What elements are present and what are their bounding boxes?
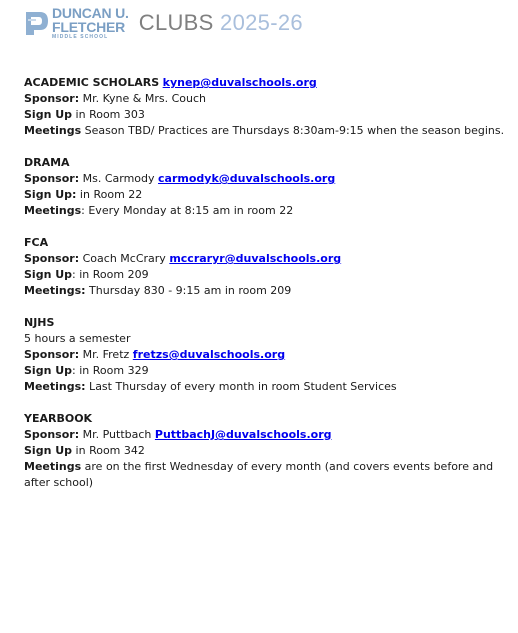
signup-value: in Room 303 <box>72 108 145 121</box>
signup-label: Sign Up <box>24 108 73 121</box>
meetings-label: Meetings <box>24 204 82 217</box>
meetings-label: Meetings: <box>24 284 86 297</box>
club-meetings <box>24 123 505 139</box>
club-name: ACADEMIC SCHOLARS <box>24 76 160 89</box>
club-fca <box>24 235 499 299</box>
club-yearbook <box>24 411 499 491</box>
meetings-value: Last Thursday of every month in room Student Services <box>85 380 397 393</box>
club-meetings <box>24 283 499 299</box>
club-name: FCA <box>24 236 49 249</box>
school-logo-icon <box>24 8 50 38</box>
club-name: NJHS <box>24 316 55 329</box>
school-name-line2: FLETCHER <box>52 19 126 35</box>
club-heading <box>24 411 499 427</box>
club-note <box>24 331 499 347</box>
club-name: DRAMA <box>24 156 70 169</box>
club-heading <box>24 315 499 331</box>
club-signup <box>24 363 499 379</box>
school-name-line3: MIDDLE SCHOOL <box>52 34 109 40</box>
signup-label: Sign Up: <box>24 188 77 201</box>
club-signup <box>24 107 499 123</box>
club-email-link[interactable]: carmodyk@duvalschools.org <box>158 172 336 185</box>
meetings-value: : Every Monday at 8:15 am in room 22 <box>81 204 294 217</box>
signup-label: Sign Up <box>24 364 73 377</box>
meetings-value: Thursday 830 - 9:15 am in room 209 <box>85 284 292 297</box>
signup-value: : in Room 209 <box>72 268 149 281</box>
meetings-value: are on the first Wednesday of every month (and covers events before and after school) <box>24 460 494 489</box>
meetings-label: Meetings: <box>24 380 86 393</box>
sponsor-label: Sponsor: <box>24 428 80 441</box>
club-njhs <box>24 315 499 395</box>
club-meetings <box>24 379 499 395</box>
sponsor-value: Mr. Fretz <box>79 348 133 361</box>
sponsor-label: Sponsor: <box>24 348 80 361</box>
club-signup <box>24 443 499 459</box>
club-name: YEARBOOK <box>24 412 93 425</box>
school-logo <box>24 6 129 40</box>
page-title-main: CLUBS <box>138 10 214 35</box>
club-sponsor <box>24 251 499 267</box>
page-title-year: 2025-26 <box>220 10 303 35</box>
sponsor-label: Sponsor: <box>24 92 80 105</box>
signup-value: in Room 342 <box>72 444 145 457</box>
meetings-value: Season TBD/ Practices are Thursdays 8:30am-9:15 when the season begins. <box>81 124 505 137</box>
clubs-list <box>24 75 505 507</box>
signup-value: in Room 22 <box>76 188 143 201</box>
sponsor-label: Sponsor: <box>24 252 80 265</box>
page-header <box>24 5 303 41</box>
club-academic-scholars <box>24 75 505 139</box>
meetings-label: Meetings <box>24 124 82 137</box>
club-meetings <box>24 459 499 491</box>
sponsor-value: Mr. Puttbach <box>79 428 155 441</box>
school-name <box>52 6 129 40</box>
club-meetings <box>24 203 499 219</box>
club-note-text: 5 hours a semester <box>24 332 131 345</box>
club-sponsor <box>24 171 499 187</box>
club-email-link[interactable]: fretzs@duvalschools.org <box>132 348 286 361</box>
club-sponsor <box>24 347 499 363</box>
club-signup <box>24 187 499 203</box>
club-email-link[interactable]: PuttbachJ@duvalschools.org <box>154 428 332 441</box>
club-heading <box>24 235 499 251</box>
club-sponsor <box>24 91 499 107</box>
club-email-link[interactable]: kynep@duvalschools.org <box>162 76 317 89</box>
club-sponsor <box>24 427 499 443</box>
sponsor-value: Ms. Carmody <box>79 172 159 185</box>
club-heading <box>24 75 499 91</box>
sponsor-value: Coach McCrary <box>79 252 170 265</box>
page-title <box>139 10 303 36</box>
signup-value: : in Room 329 <box>72 364 149 377</box>
meetings-label: Meetings <box>24 460 82 473</box>
signup-label: Sign Up <box>24 268 73 281</box>
sponsor-label: Sponsor: <box>24 172 80 185</box>
signup-label: Sign Up <box>24 444 73 457</box>
club-drama <box>24 155 499 219</box>
club-email-link[interactable]: mccraryr@duvalschools.org <box>169 252 342 265</box>
sponsor-value: Mr. Kyne & Mrs. Couch <box>79 92 206 105</box>
club-heading <box>24 155 499 171</box>
school-name-line1: DUNCAN U. <box>52 5 129 21</box>
club-signup <box>24 267 499 283</box>
